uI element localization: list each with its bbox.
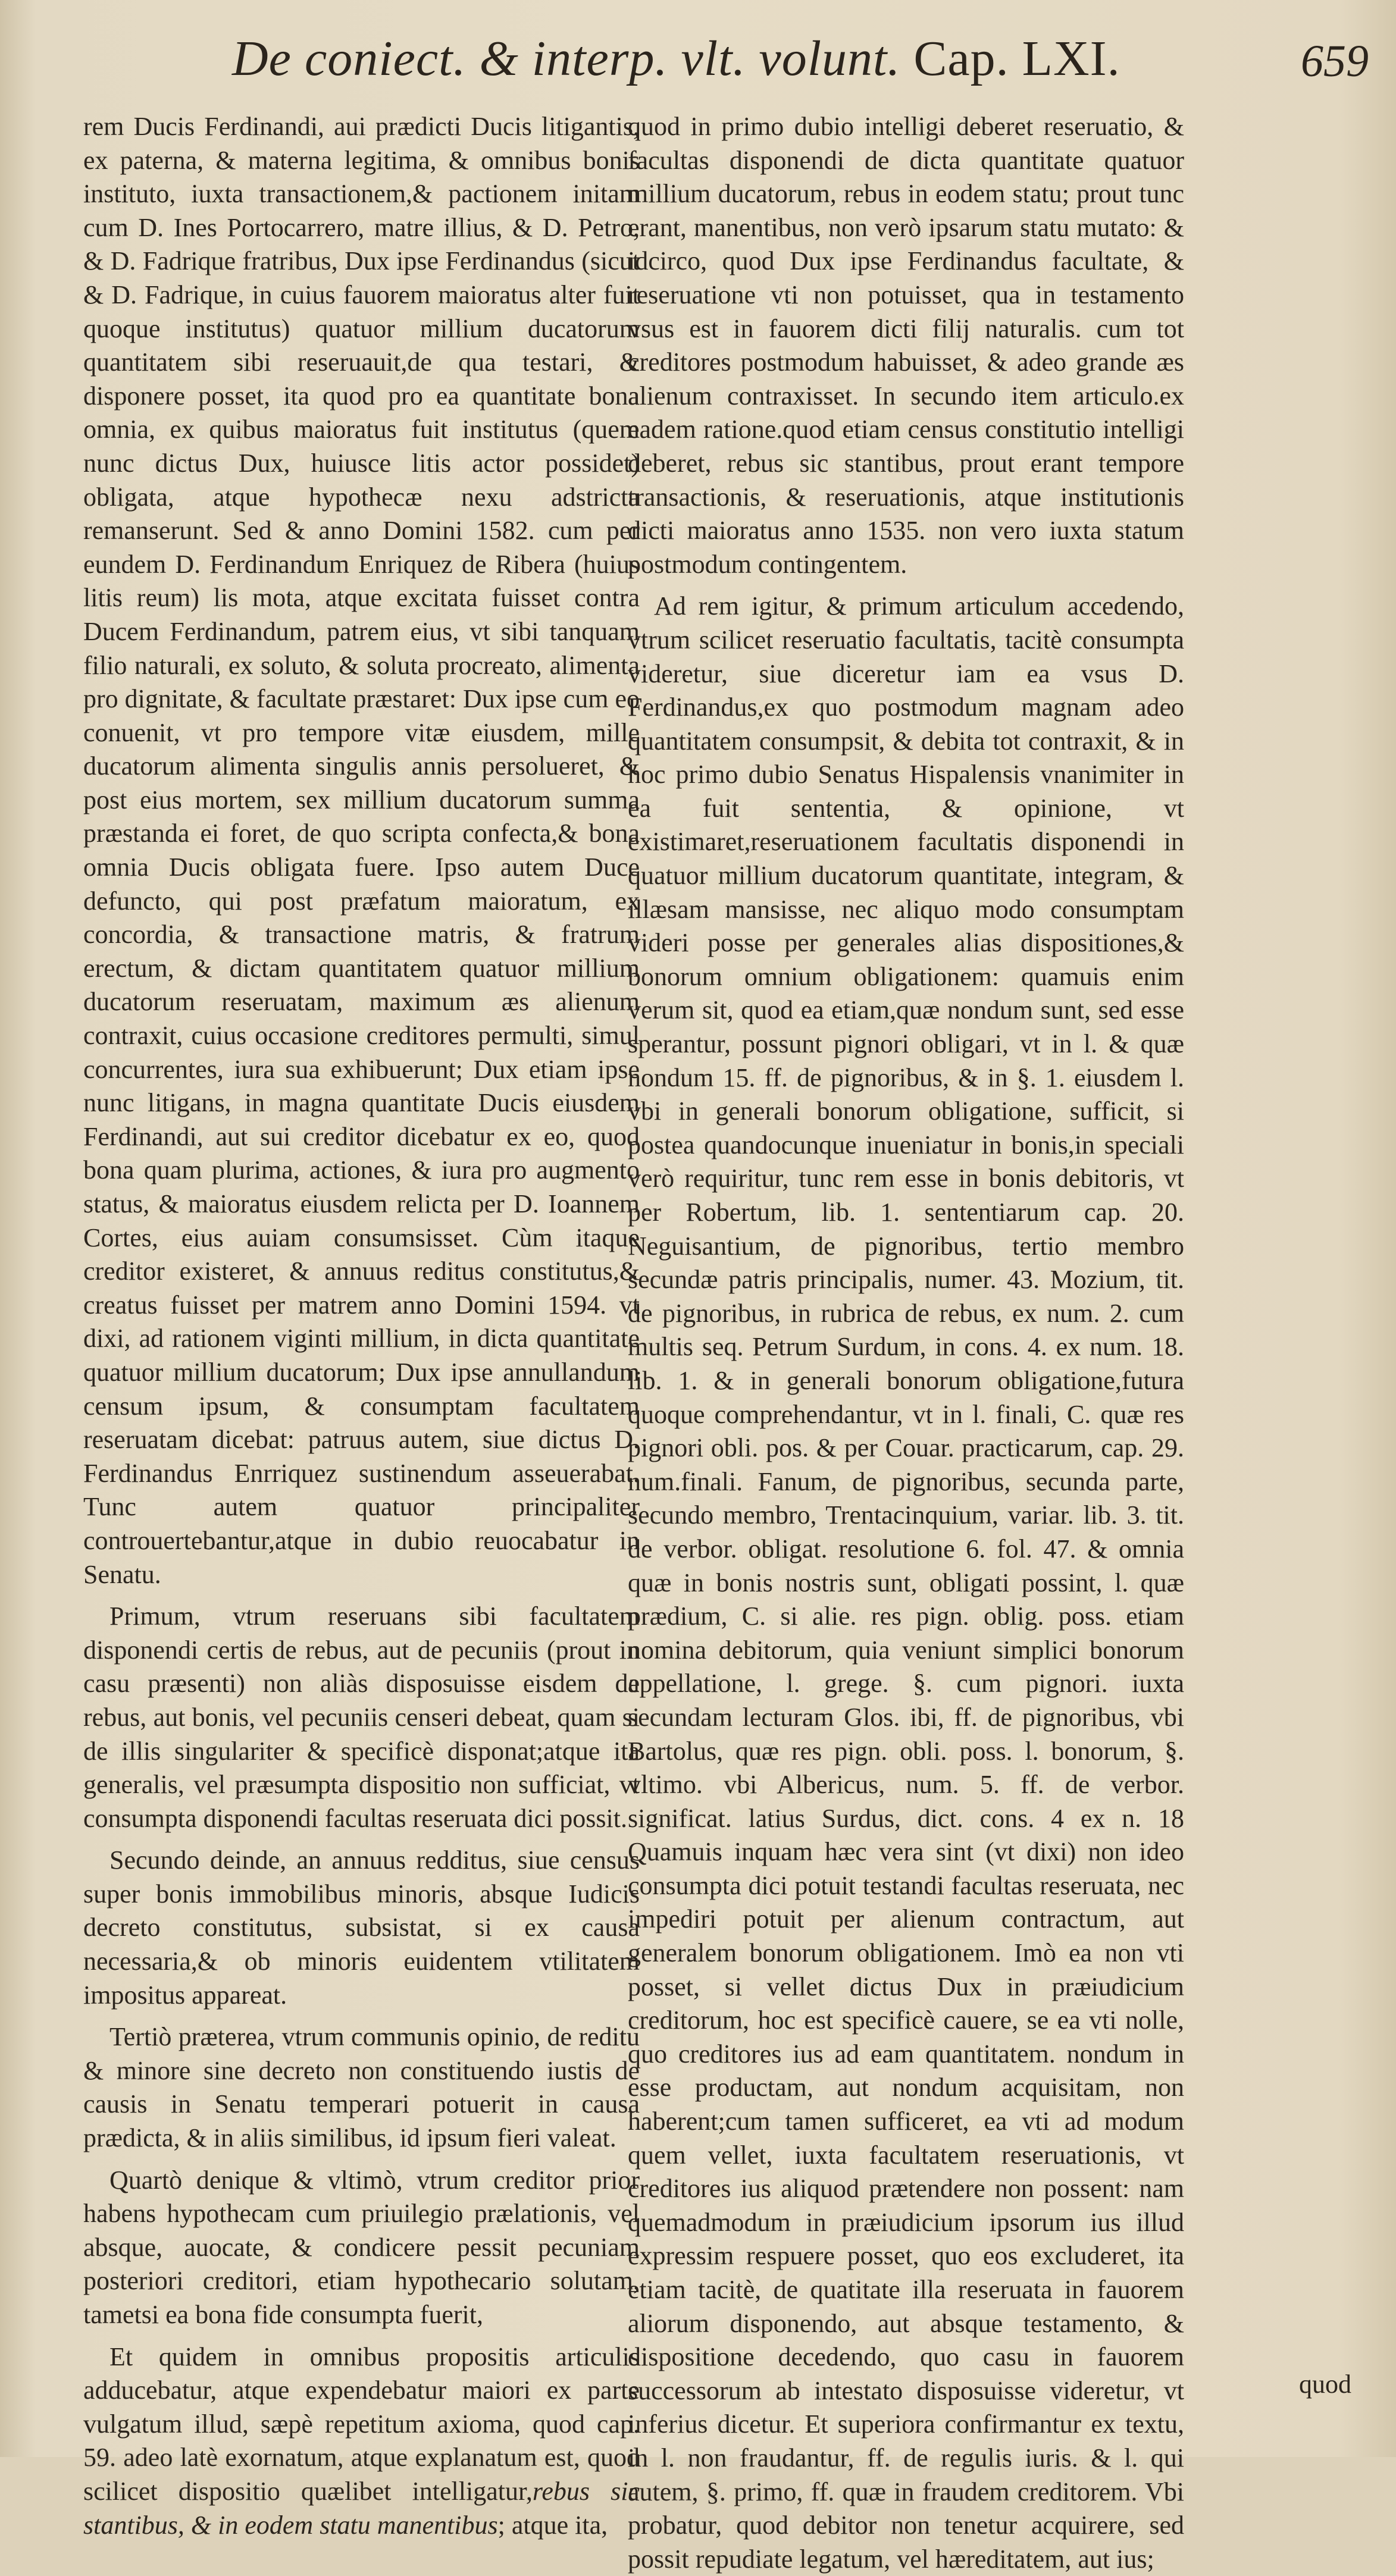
paragraph-text: Et quidem in omnibus propositis articulis adducebatur, atque expendebatur maiori ex parte vulgatum illud, sæpè repetitum axioma, quod cap. 59. adeo latè exornatum, atque explanatum est, quod scilicet dispositio quælibet intelligatur,: [83, 2342, 640, 2506]
chapter-label: Cap. LXI.: [913, 31, 1120, 86]
italic-citation: rebus sic stantibus, & in eodem statu manentibus: [83, 2476, 640, 2540]
running-head: [77, 24, 1369, 113]
paragraph: [83, 2340, 640, 2543]
page-number: 659: [1301, 36, 1369, 86]
paragraph-text: ; atque ita,: [497, 2510, 608, 2540]
paragraph: Primum, vtrum reseruans sibi facultatem disponendi certis de rebus, aut de pecuniis (prout in casu præsenti) non aliàs disposuisse eisdem de rebus, aut bonis, vel pecuniis censeri debeat, quam si de illis singulariter & specificè disponat;atque ita generalis, vel præsumpta dispositio non sufficiat, vt consumpta disponendi facultas reseruata dici possit.: [83, 1602, 640, 1833]
catchword: quod: [1299, 2370, 1351, 2399]
paragraph: Quartò denique & vltimò, vtrum creditor prior habens hypothecam cum priuilegio prælationis, vel absque, auocate, & condicere pessit pecuniam posteriori creditori, etiam hypothecario solutam, tametsi ea bona fide consumpta fuerit,: [83, 2165, 640, 2329]
right-column: [628, 110, 1184, 2576]
paragraph: Secundo deinde, an annuus redditus, siue census super bonis immobilibus minoris, absque Iudicis decreto constitutus, subsistat, si ex causa necessaria,& ob minoris euidentem vtilitatem impositus appareat.: [83, 1845, 640, 2010]
paragraph: Tertiò præterea, vtrum communis opinio, de reditu & minore sine decreto non constituendo iustis de causis in Senatu temperari potuerit in causa prædicta, & in aliis similibus, id ipsum fieri valeat.: [83, 2022, 640, 2153]
paragraph: quod in primo dubio intelligi deberet reseruatio, & facultas disponendi de dicta quantitate quatuor millium ducatorum, rebus in eodem statu; prout tunc erant, manentibus, non verò ipsarum statu mutato: & idcirco, quod Dux ipse Ferdinandus facultate, & reseruatione vti non potuisset, qua in testamento vsus est in fauorem dicti filij naturalis. cum tot creditores postmodum habuisset, & adeo grande æs alienum contraxisset. In secundo item articulo.ex eadem ratione.quod etiam census constitutio intelligi deberet, rebus sic stantibus, prout erant tempore transactionis, & reseruationis, atque institutionis dicti maioratus anno 1535. non vero iuxta statum postmodum contingentem.: [628, 112, 1184, 579]
running-title-text: De coniect. & interp. vlt. volunt.: [232, 31, 901, 86]
left-column: [83, 110, 640, 2542]
running-title: [232, 30, 1120, 87]
paragraph: rem Ducis Ferdinandi, aui prædicti Ducis litigantis, ex paterna, & materna legitima, & omnibus bonis instituto, iuxta transactionem,& pactionem initam cum D. Ines Portocarrero, matre illius, & D. Petro, & D. Fadrique fratribus, Dux ipse Ferdinandus (sicut & D. Fadrique, in cuius fauorem maioratus alter fuit quoque institutus) quatuor millium ducatorum quantitatem sibi reseruauit,de qua testari, & disponere posset, ita quod pro ea quantitate bona omnia, ex quibus maioratus fuit institutus (quem nunc dictus Dux, huiusce litis actor possidet) obligata, atque hypothecæ nexu adstricta remanserunt. Sed & anno Domini 1582. cum per eundem D. Ferdinandum Enriquez de Ribera (huius litis reum) lis mota, atque excitata fuisset contra Ducem Ferdinandum, patrem eius, vt sibi tanquam filio naturali, ex soluto, & soluta procreato, alimenta pro dignitate, & facultate præstaret: Dux ipse cum eo conuenit, vt pro tempore vitæ eiusdem, mille ducatorum alimenta singulis annis persolueret, & post eius mortem, sex millium ducatorum summa præstanda ei foret, de quo scripta confecta,& bona omnia Ducis obligata fuere. Ipso autem Duce defuncto, qui post præfatum maioratum, ex concordia, & transactione matris, & fratrum erectum, & dictam quantitatem quatuor millium ducatorum reseruatam, maximum æs alienum contraxit, cuius occasione creditores permulti, simul concurrentes, iura sua exhibuerunt; Dux etiam ipse nunc litigans, in magna quantitate Ducis eiusdem Ferdinandi, aut sui creditor dicebatur ex eo, quod bona quam plurima, actiones, & iura pro augmento status, & maioratus eiusdem relicta per D. Ioannem Cortes, eius auiam consumsisset. Cùm itaque creditor existeret, & annuus reditus constitutus,& creatus fuisset per matrem anno Domini 1594. vt dixi, ad rationem viginti millium, in dicta quantitate quatuor millium ducatorum; Dux ipse annullandum censum ipsum, & consumptam facultatem reseruatam dicebat: patruus autem, siue dictus D. Ferdinandus Enrriquez sustinendum asseuerabat. Tunc autem quatuor principaliter controuertebantur,atque in dubio reuocabatur in Senatu.: [83, 112, 640, 1589]
paragraph: Ad rem igitur, & primum articulum accedendo, vtrum scilicet reseruatio facultatis, tacitè consumpta videretur, siue diceretur iam ea vsus D. Ferdinandus,ex quo postmodum magnam adeo quantitatem consumpsit, & debita tot contraxit, & in hoc primo dubio Senatus Hispalensis vnanimiter in ea fuit sententia, & opinione, vt existimaret,reseruationem facultatis disponendi in quatuor millium ducatorum quantitate, integram, & illæsam mansisse, nec aliquo modo consumptam videri posse per generales alias dispositiones,& bonorum omnium obligationem: quamuis enim verum sit, quod ea etiam,quæ nondum sunt, sed esse sperantur, possunt pignori obligari, vt in l. & quæ nondum 15. ff. de pignoribus, & in §. 1. eiusdem l. vbi in generali bonorum obligatione, sufficit, si postea quandocunque inueniatur in bonis,in speciali verò requiritur, tunc rem esse in bonis debitoris, vt per Robertum, lib. 1. sententiarum cap. 20. Neguisantium, de pignoribus, tertio membro secundæ patris principalis, numer. 43. Mozium, tit. de pignoribus, in rubrica de rebus, ex num. 2. cum multis seq. Petrum Surdum, in cons. 4. ex num. 18. lib. 1. & in generali bonorum obligatione,futura quoque comprehendantur, vt in l. finali, C. quæ res pignori obli. pos. & per Couar. practicarum, cap. 29. num.finali. Fanum, de pignoribus, secunda parte, secundo membro, Trentacinquium, variar. lib. 3. tit. de verbor. obligat. resolutione 6. fol. 47. & omnia quæ in bonis nostris sunt, obligati possint, l. quæ prædium, C. si alie. res pign. oblig. poss. etiam nomina debitorum, quia veniunt simplici bonorum appellatione, l. grege. §. cum pignori. iuxta secundam lecturam Glos. ibi, ff. de pignoribus, vbi Bartolus, quæ res pign. obli. poss. l. bonorum, §. vltimo. vbi Albericus, num. 5. ff. de verbor. significat. latius Surdus, dict. cons. 4 ex n. 18 Quamuis inquam hæc vera sint (vt dixi) non ideo consumpta dici potuit testandi facultas reseruata, nec impediri potuit per alienum contractum, aut generalem bonorum obligationem. Imò ea non vti posset, si vellet dictus Dux in præiudicium creditorum, hoc est specificè cauere, se ea vti nolle, quo creditores ius ad eam quantitatem. nondum in esse productam, aut nondum acquisitam, non haberent;cum tamen sufficeret, ea vti ad modum quem vellet, iuxta facultatem reseruationis, vt creditores ius aliquod prætendere non possent: nam quemadmodum in præiudicium ipsorum ius illud expressim respuere posset, quo eos excluderet, ita etiam tacitè, de quatitate illa reseruata in fauorem aliorum disponendo, aut absque testamento, & dispositione decedendo, quo casu in fauorem successorum ab intestato disposuisse videretur, vt inferius dicetur. Et superiora confirmantur ex textu, in l. non fraudantur, ff. de regulis iuris. & l. qui autem, §. primo, ff. quæ in fraudem creditorem. Vbi probatur, quod debitor non tenetur acquirere, sed possit repudiate legatum, vel hæreditatem, aut ius;: [628, 591, 1184, 2574]
